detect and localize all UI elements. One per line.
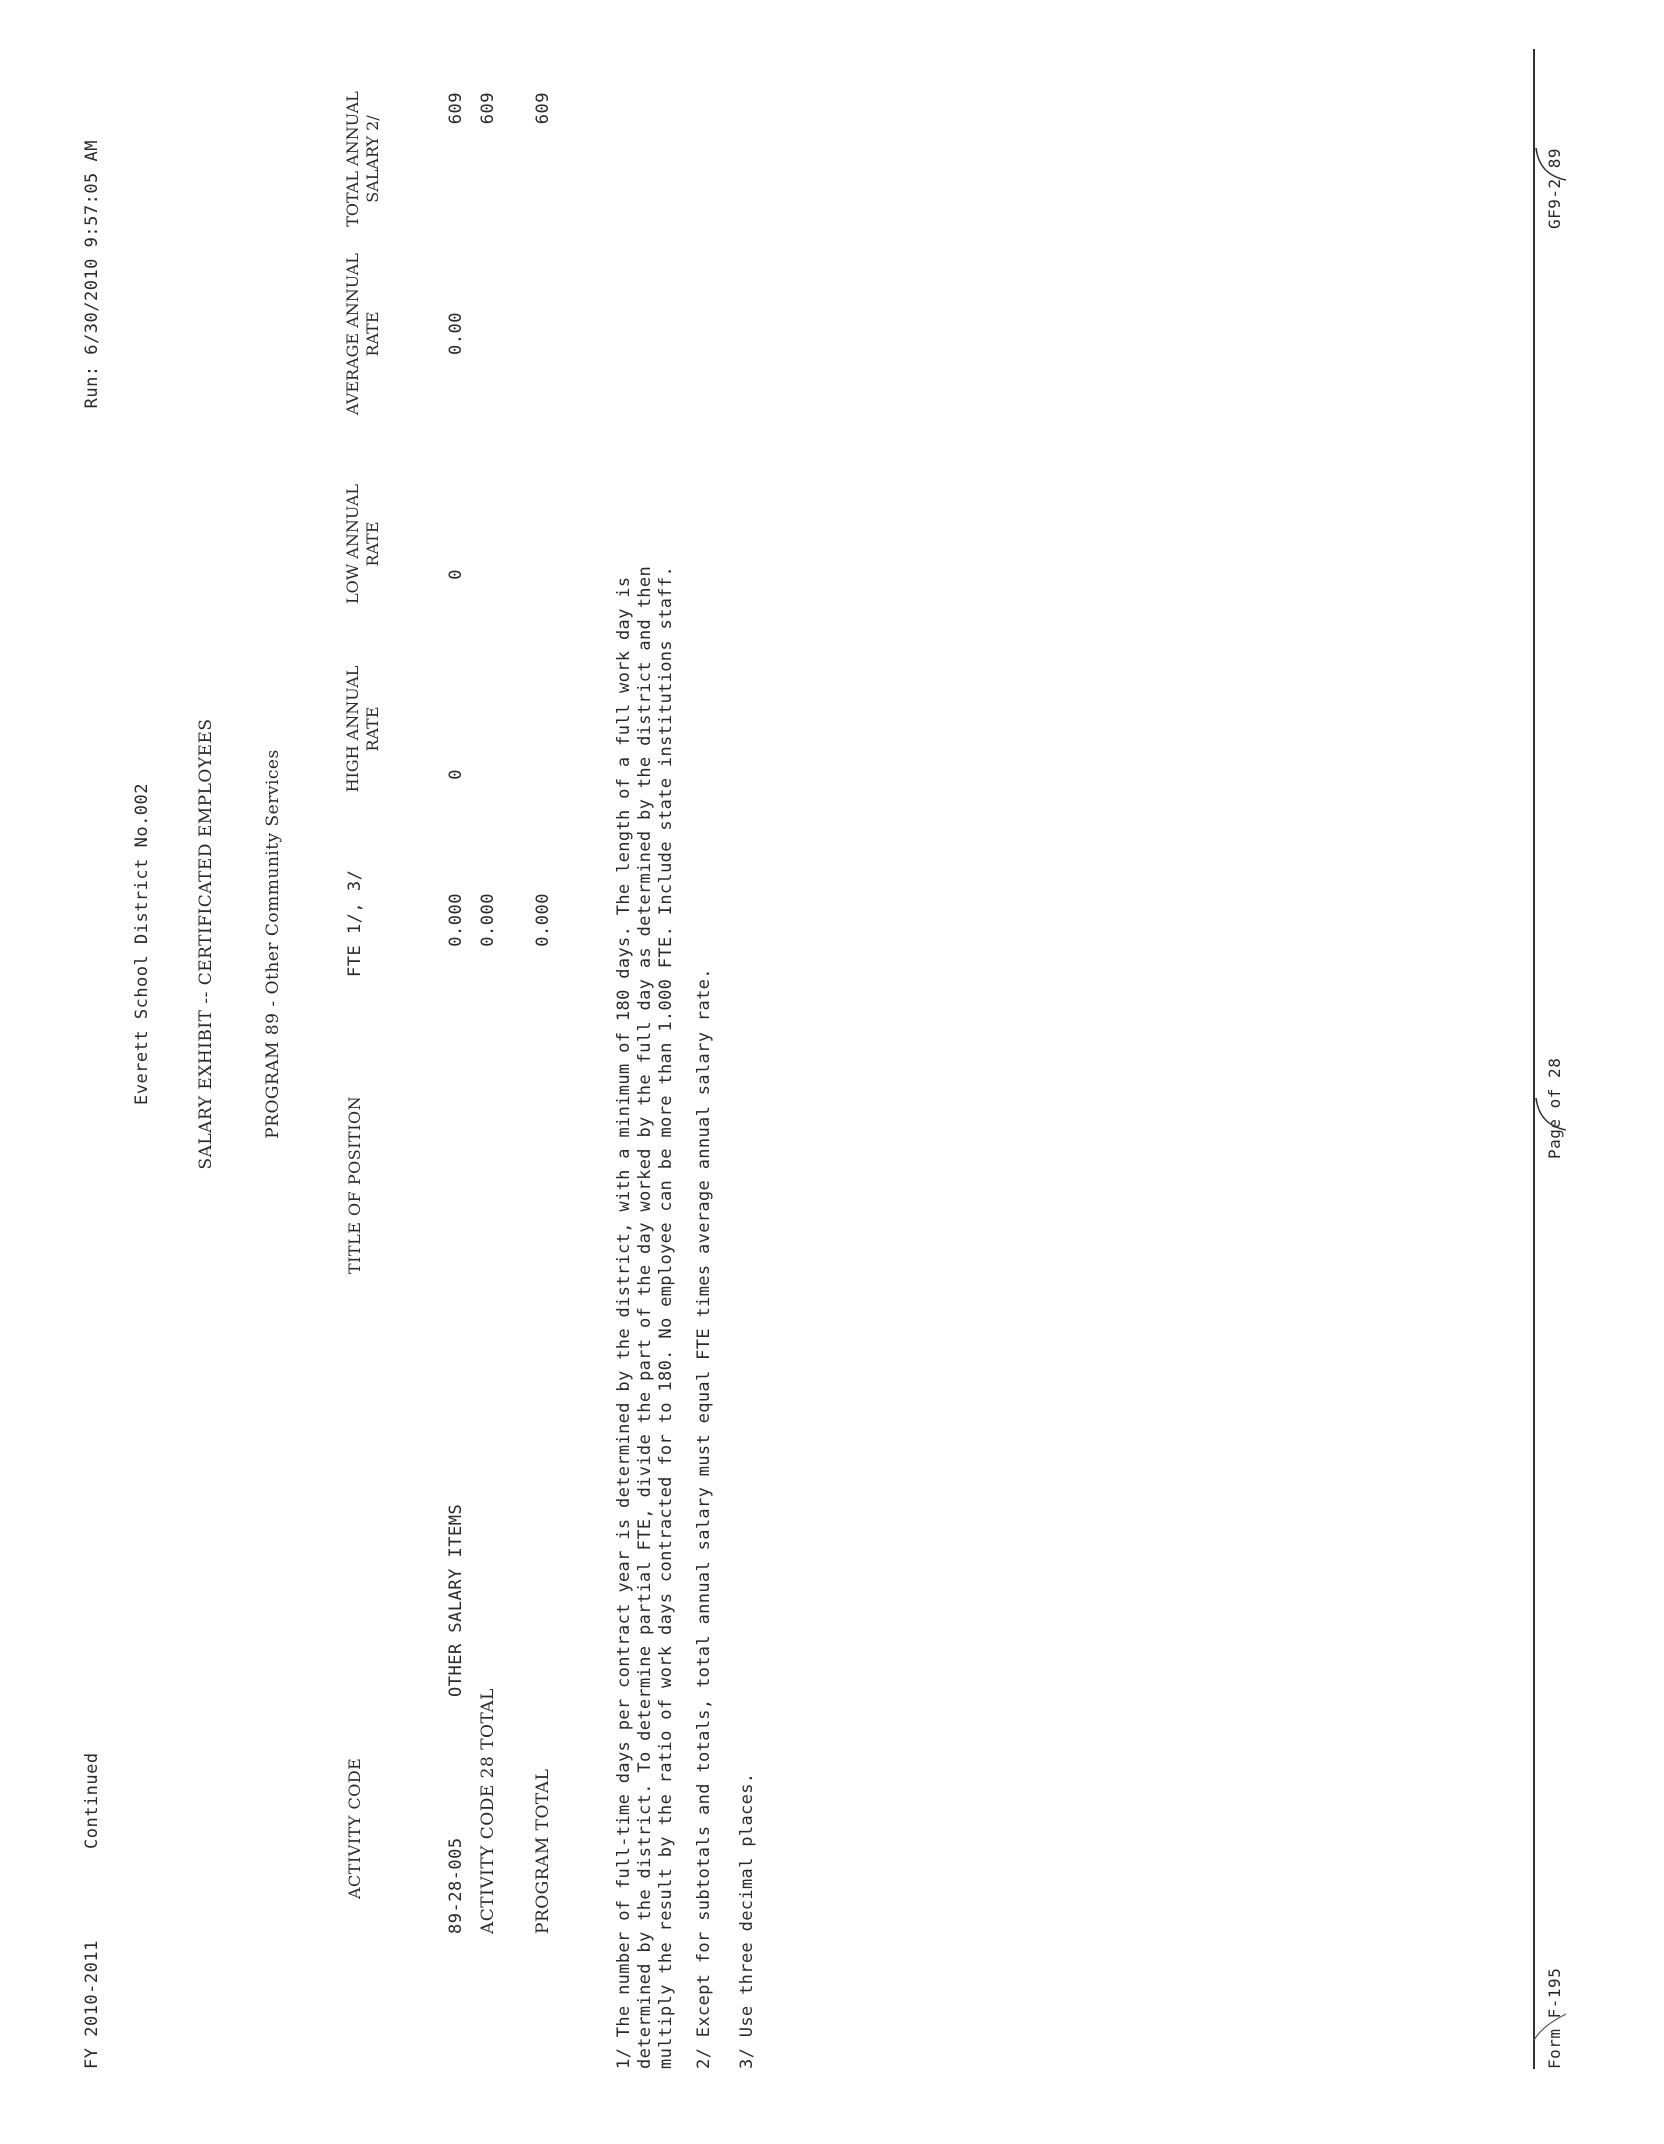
footer-code: GF9-2 89 — [1545, 147, 1564, 229]
fiscal-year: FY 2010-2011 — [82, 1940, 102, 2069]
activity-total-salary: 609 — [478, 92, 498, 125]
continued-label: Continued — [82, 1752, 102, 1849]
row-title: OTHER SALARY ITEMS — [446, 1503, 466, 1697]
footnote-1-line-3: multiply the result by the ratio of work days contracted for to 180. No employee can be more than 1.000 FTE. Include state institutions staff. — [656, 565, 676, 2069]
col-total: TOTAL ANNUAL SALARY 2/ — [343, 91, 382, 227]
row-high: 0 — [446, 769, 466, 780]
form-curve-mark — [1530, 2004, 1570, 2044]
row-total: 609 — [446, 92, 466, 125]
footnote-1-line-2: determined by the district. To determine partial FTE, divide the part of the day worked by the full day as determined by the district and then — [635, 565, 655, 2069]
program-total-salary: 609 — [533, 92, 553, 125]
code-curve-mark — [1532, 144, 1572, 184]
col-title: TITLE OF POSITION — [345, 1095, 364, 1274]
form-number: Form F-195 — [1545, 1967, 1564, 2069]
program-total-label: PROGRAM TOTAL — [533, 1768, 553, 1934]
col-fte: FTE 1/, 3/ — [345, 869, 365, 977]
col-activity-code: ACTIVITY CODE — [345, 1757, 364, 1899]
activity-total-fte: 0.000 — [478, 893, 498, 947]
exhibit-title: SALARY EXHIBIT -- CERTIFICATED EMPLOYEES — [196, 718, 216, 1170]
row-code: 89-28-005 — [446, 1837, 466, 1934]
col-low: LOW ANNUAL RATE — [343, 484, 382, 604]
activity-total-label: ACTIVITY CODE 28 TOTAL — [478, 1688, 498, 1934]
program-title: PROGRAM 89 - Other Community Services — [263, 749, 283, 1139]
district-name: Everett School District No.002 — [132, 782, 152, 1106]
col-high: HIGH ANNUAL RATE — [343, 665, 382, 793]
row-avg: 0.00 — [446, 312, 466, 355]
footer-rule — [1533, 49, 1535, 2069]
run-stamp: Run: 6/30/2010 9:57:05 AM — [82, 140, 102, 409]
footnote-3: 3/ Use three decimal places. — [737, 1772, 757, 2069]
row-low: 0 — [446, 569, 466, 580]
program-total-fte: 0.000 — [533, 893, 553, 947]
page-number: Page of 28 — [1545, 1057, 1564, 1159]
row-fte: 0.000 — [446, 893, 466, 947]
col-avg: AVERAGE ANNUAL RATE — [343, 253, 382, 415]
footnote-1-line-1: 1/ The number of full-time days per contract year is determined by the district, with a minimum of 180 days. The length of a full work day is — [614, 576, 634, 2069]
page-curve-mark — [1532, 1094, 1572, 1134]
footnote-2: 2/ Except for subtotals and totals, total annual salary must equal FTE times average annual salary rate. — [694, 968, 714, 2069]
